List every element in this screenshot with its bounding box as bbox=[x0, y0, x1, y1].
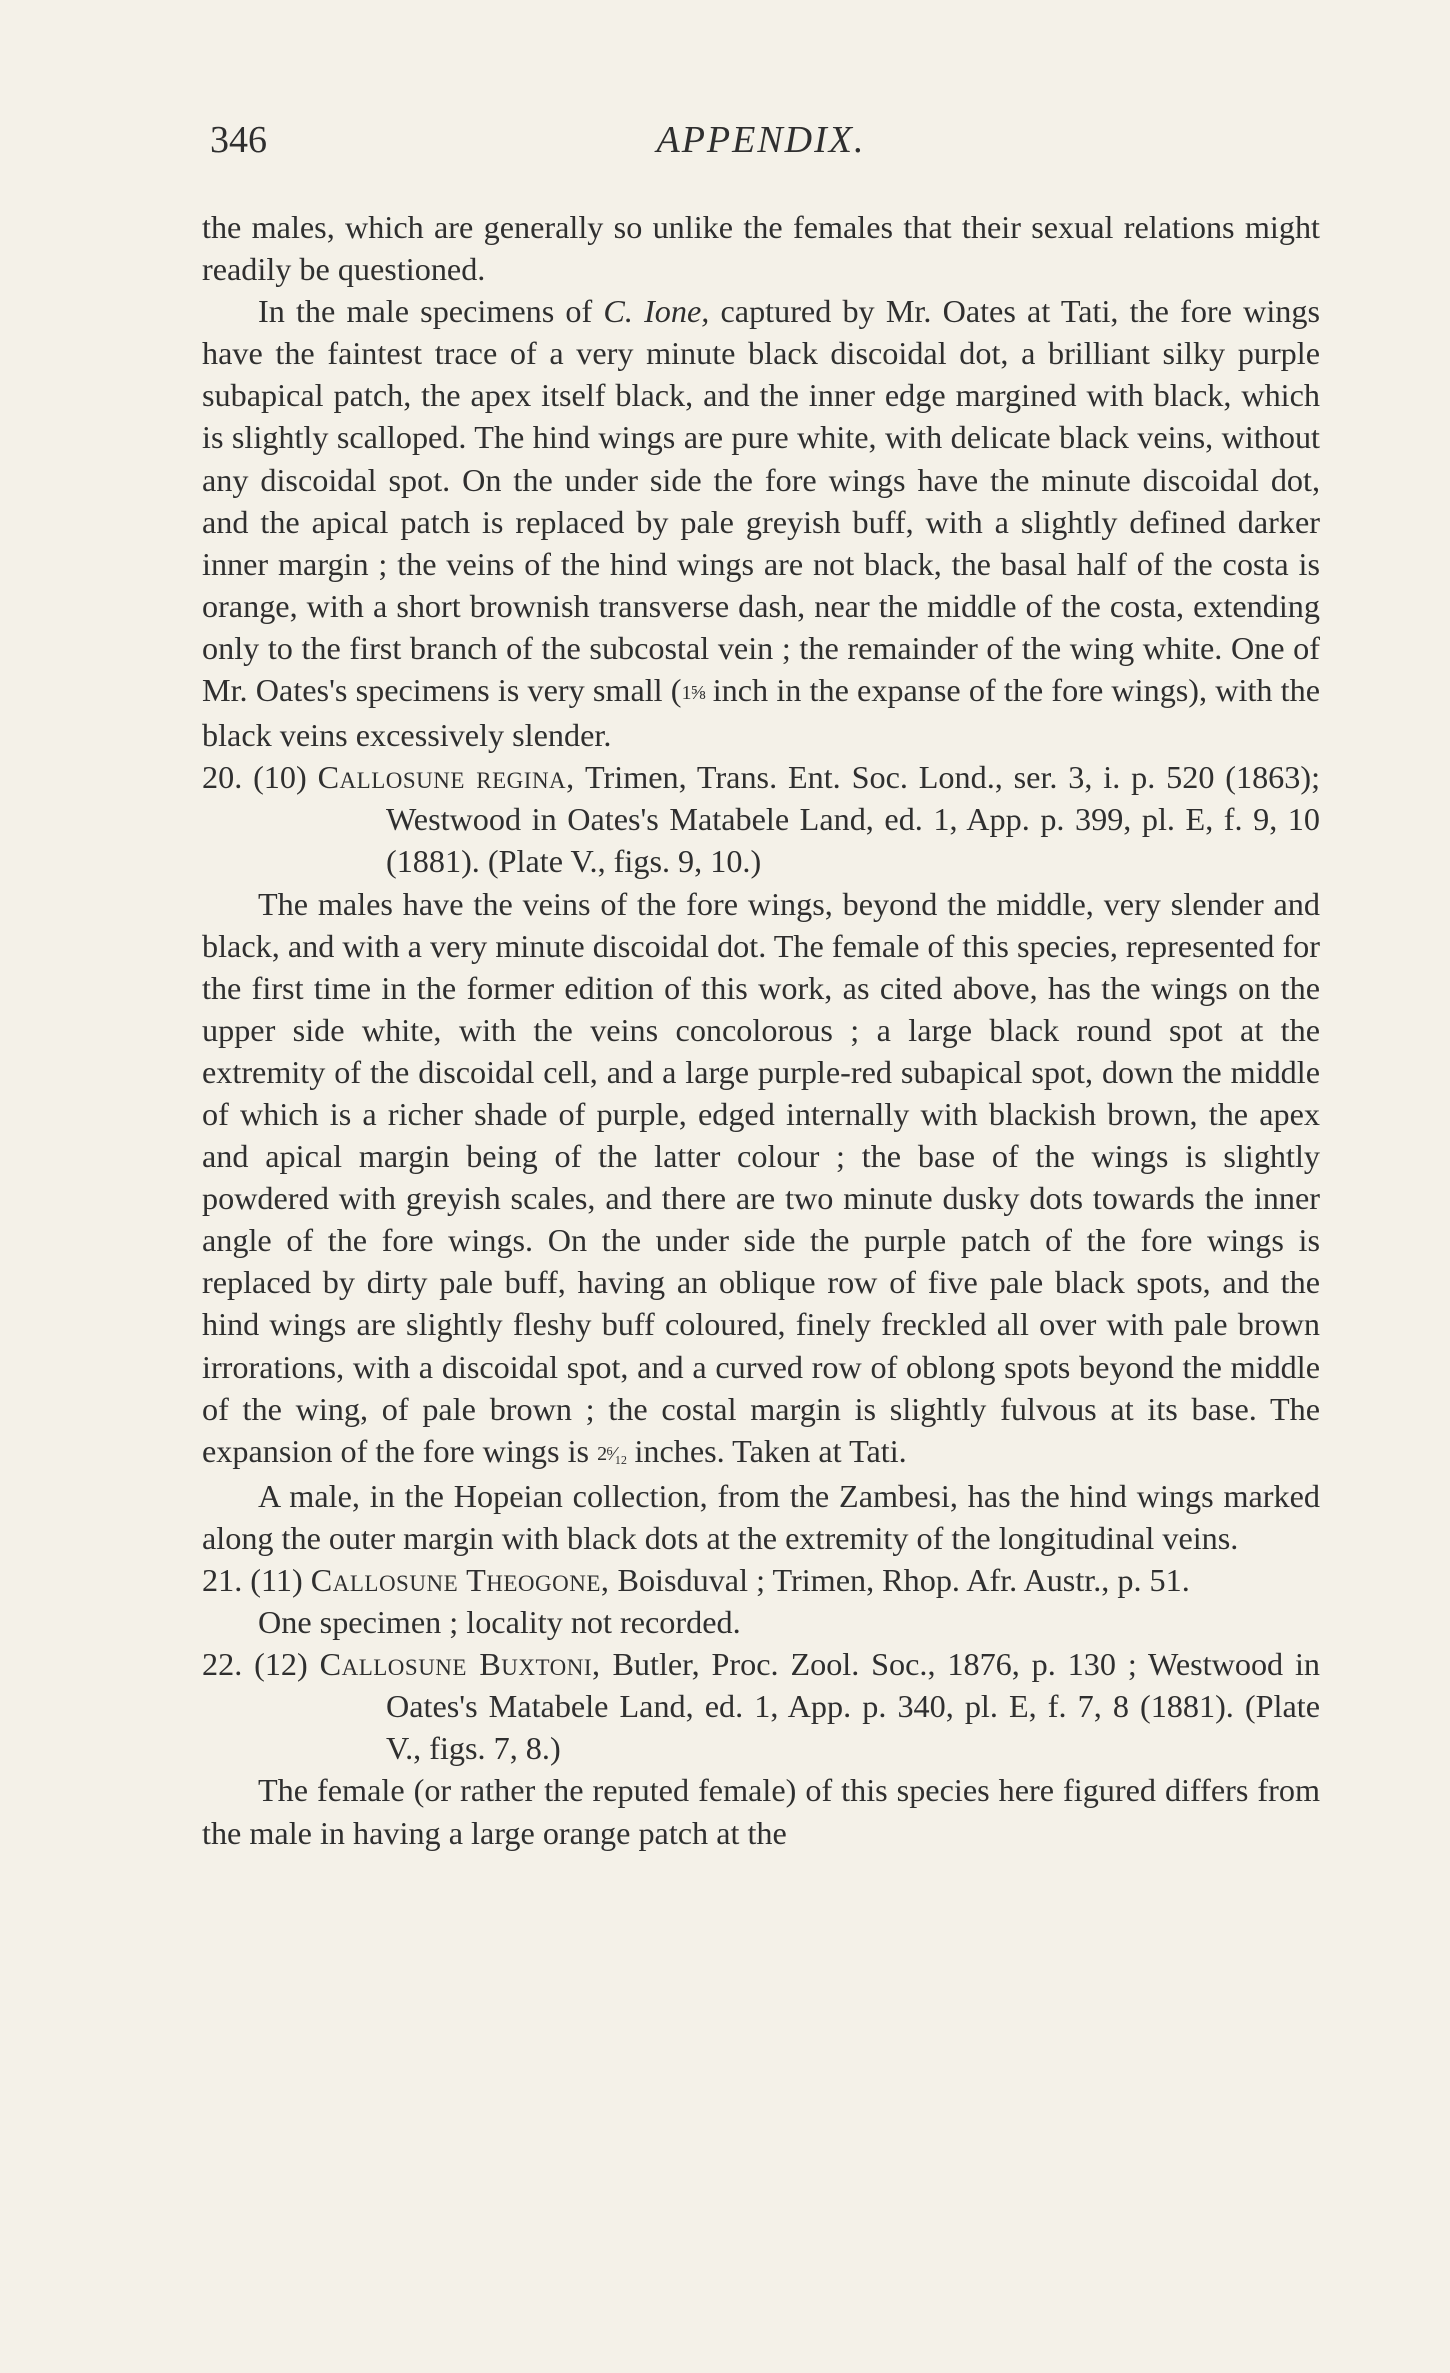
paragraph-hopeian: A male, in the Hopeian collection, from the Zambesi, has the hind wings marked along the outer margin with black dots at the extremity of the longitudinal veins. bbox=[202, 1477, 1320, 1556]
body-text bbox=[202, 206, 1320, 1854]
entry-reference: Butler, Proc. Zool. Soc., 1876, p. 130 ; Westwood in Oates's Matabele Land, ed. 1, App. p. 340, pl. E, f. 7, 8 (1881). (Plate V., figs. 7, 8.) bbox=[386, 1646, 1321, 1767]
entry-21 bbox=[202, 1559, 1320, 1601]
paragraph-regina: The males have the veins of the fore wings, beyond the middle, very slender and black, and with a very minute discoidal dot. The female of this species, represented for the first time in the former edition of this work, as cited above, has the wings on the upper side white, with the veins concolorous ; a large black round spot at the extremity of the discoidal cell, and a large purple-red subapical spot, down the middle of which is a richer shade of purple, edged internally with blackish brown, the apex and apical margin being of the latter colour ; the base of the wings is slightly powdered with greyish scales, and there are two minute dusky dots towards the inner angle of the fore wings. On the under side the purple patch of the fore wings is replaced by dirty pale buff, having an oblique row of five pale black spots, and the hind wings are slightly fleshy buff coloured, finely freckled all over with pale brown irrorations, with a discoidal spot, and a curved row of oblong spots beyond the middle of the wing, of pale brown ; the costal margin is slightly fulvous at its base. The expansion of the fore wings is 2⁶⁄₁₂ inches. Taken at Tati. bbox=[202, 885, 1320, 1469]
entry-reference: Boisduval ; Trimen, Rhop. Afr. Austr., p. 51. bbox=[617, 1562, 1190, 1598]
paragraph-theogone: One specimen ; locality not recorded. bbox=[258, 1604, 741, 1641]
fraction: 2⁶⁄₁₂ bbox=[597, 1442, 627, 1465]
entry-reference: Trimen, Trans. Ent. Soc. Lond., ser. 3, i. p. 520 (1863); Westwood in Oates's Matabele Land, ed. 1, App. p. 399, pl. E, f. 9, 10 (1881). (Plate V., figs. 9, 10.) bbox=[386, 759, 1321, 880]
entry-species: Callosune Theogone, bbox=[310, 1562, 610, 1598]
paragraph-continued: the males, which are generally so unlike the females that their sexual relations might readily be questioned. bbox=[202, 209, 1320, 288]
page-header bbox=[202, 118, 1320, 168]
paragraph-buxtoni: The female (or rather the reputed female) of this species here figured differs from the male in having a large orange patch at the bbox=[202, 1772, 1320, 1851]
entry-species: Callosune Buxtoni, bbox=[319, 1646, 601, 1683]
entry-number: 20. (10) bbox=[202, 759, 307, 796]
fraction: 1⅝ bbox=[681, 682, 705, 705]
page-number: 346 bbox=[210, 119, 267, 161]
entry-species: Callosune regina, bbox=[317, 759, 575, 796]
paragraph-ione: In the male specimens of C. Ione, captured by Mr. Oates at Tati, the fore wings have the faintest trace of a very minute black discoidal dot, a brilliant silky purple subapical patch, the apex itself black, and the inner edge margined with black, which is slightly scalloped. The hind wings are pure white, with delicate black veins, without any discoidal spot. On the under side the fore wings have the minute discoidal dot, and the apical patch is replaced by pale greyish buff, with a slightly defined darker inner margin ; the veins of the hind wings are not black, the basal half of the costa is orange, with a short brownish transverse dash, near the middle of the costa, extending only to the first branch of the subcostal vein ; the remainder of the wing white. One of Mr. Oates's specimens is very small (1⅝ inch in the expanse of the fore wings), with the black veins excessively slender. bbox=[202, 293, 1321, 754]
entry-number: 22. (12) bbox=[202, 1646, 308, 1683]
entry-22 bbox=[202, 1643, 1320, 1769]
running-head: APPENDIX. bbox=[656, 119, 866, 161]
entry-20 bbox=[202, 756, 1320, 882]
entry-number: 21. (11) bbox=[202, 1562, 303, 1598]
species-name: C. Ione, bbox=[603, 293, 710, 330]
